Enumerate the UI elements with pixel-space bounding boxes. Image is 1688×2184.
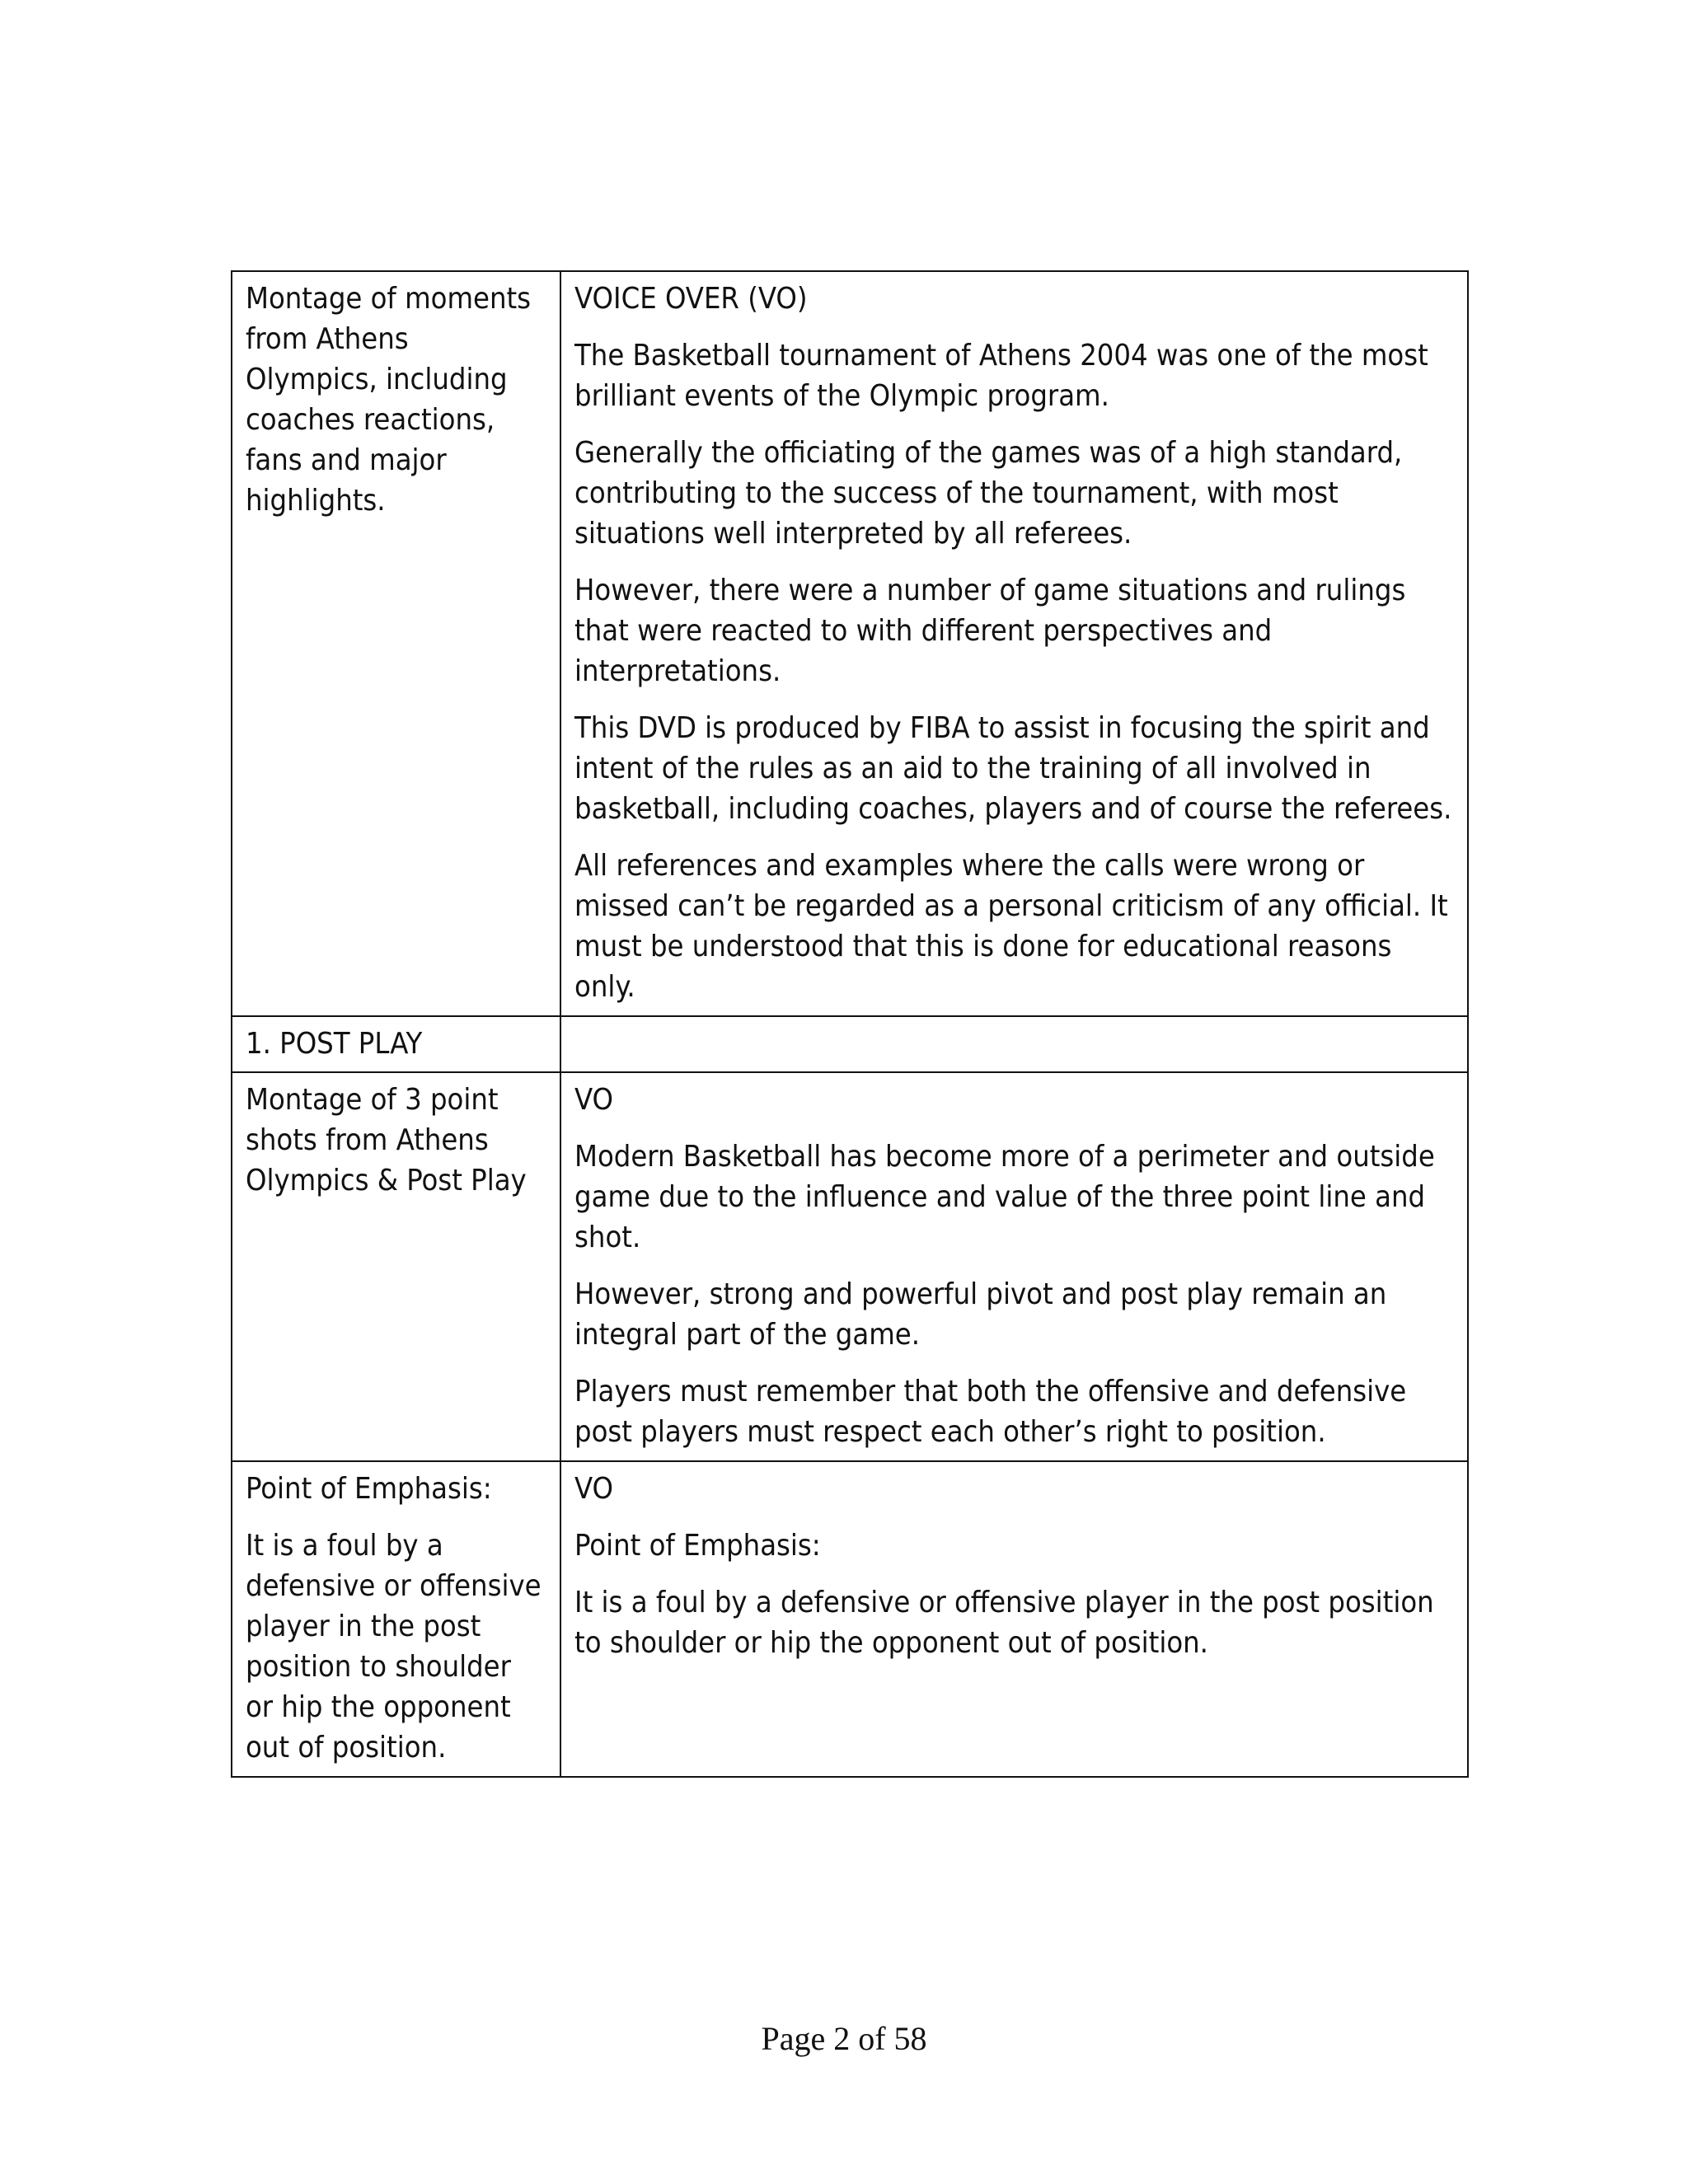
section-heading: 1. POST PLAY xyxy=(246,1027,423,1061)
section-heading-cell xyxy=(232,1016,560,1072)
table-row xyxy=(232,1461,1468,1777)
audio-paragraph: However, there were a number of game situations and rulings that were reacted to with different perspectives and interpretations. xyxy=(574,574,1406,688)
audio-paragraph: Players must remember that both the offensive and defensive post players must respect each other’s right to position. xyxy=(574,1375,1407,1449)
audio-paragraph: Point of Emphasis: xyxy=(574,1529,821,1563)
visual-cell xyxy=(232,271,560,1016)
audio-paragraph: This DVD is produced by FIBA to assist in focusing the spirit and intent of the rules as an aid to the training of all involved in basketball, including coaches, players and of course the referees. xyxy=(574,711,1452,826)
page-number: Page 2 of 58 xyxy=(761,2020,927,2057)
script-table xyxy=(231,270,1469,1778)
audio-cell xyxy=(560,1016,1468,1072)
visual-cell xyxy=(232,1072,560,1461)
visual-cell xyxy=(232,1461,560,1777)
visual-text: Montage of 3 point shots from Athens Olympics & Post Play xyxy=(246,1083,527,1197)
audio-paragraph: All references and examples where the calls were wrong or missed can’t be regarded as a personal criticism of any official. It must be understood that this is done for educational reasons only. xyxy=(574,849,1448,1004)
table-row xyxy=(232,1016,1468,1072)
audio-paragraph: However, strong and powerful pivot and post play remain an integral part of the game. xyxy=(574,1277,1387,1352)
visual-text: Point of Emphasis: xyxy=(246,1472,492,1506)
audio-label: VO xyxy=(574,1083,614,1117)
audio-label: VO xyxy=(574,1472,614,1506)
audio-label: VOICE OVER (VO) xyxy=(574,282,808,316)
audio-paragraph: Modern Basketball has become more of a perimeter and outside game due to the influence and value of the three point line and shot. xyxy=(574,1140,1435,1254)
audio-paragraph: It is a foul by a defensive or offensive player in the post position to shoulder or hip the opponent out of position. xyxy=(574,1586,1434,1660)
audio-cell xyxy=(560,1461,1468,1777)
audio-cell xyxy=(560,1072,1468,1461)
visual-text: It is a foul by a defensive or offensive player in the post position to shoulder or hip the opponent out of position. xyxy=(246,1529,542,1765)
table-row xyxy=(232,271,1468,1016)
audio-paragraph: Generally the officiating of the games was of a high standard, contributing to the success of the tournament, with most situations well interpreted by all referees. xyxy=(574,436,1403,551)
audio-paragraph: The Basketball tournament of Athens 2004 was one of the most brilliant events of the Olympic program. xyxy=(574,339,1428,413)
audio-cell xyxy=(560,271,1468,1016)
visual-text: Montage of moments from Athens Olympics, including coaches reactions, fans and major highlights. xyxy=(246,282,532,518)
table-row xyxy=(232,1072,1468,1461)
